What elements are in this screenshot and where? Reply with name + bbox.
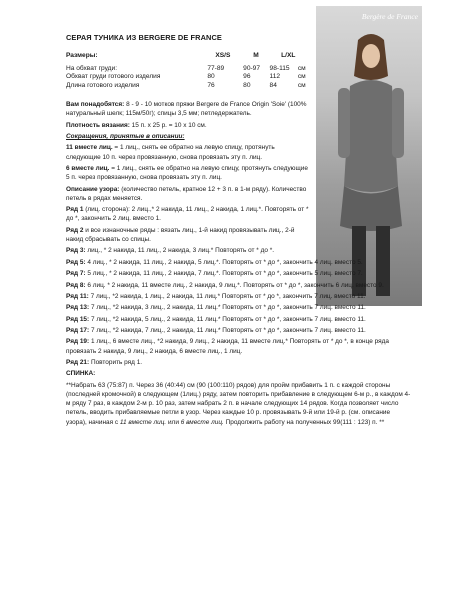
row-label: Ряд 15: <box>66 315 90 323</box>
size-value: 112 <box>269 73 281 80</box>
row-instruction <box>66 258 411 267</box>
density-label: Плотность вязания: <box>66 121 130 129</box>
row-text: лиц., * 2 накида, 11 лиц., 2 накида, 3 лиц.* Повторять от * до *. <box>85 247 275 255</box>
materials-label: Вам понадобятся: <box>66 101 125 108</box>
row-text: 5 лиц., * 2 накида, 11 лиц., 2 накида, 7 лиц.*. Повторять от * до *, закончить 5 лиц. вместо 7. <box>85 270 363 278</box>
document-title: СЕРАЯ ТУНИКА ИЗ BERGERE DE FRANCE <box>66 33 222 42</box>
size-m: M <box>253 52 259 59</box>
density-paragraph <box>66 121 311 130</box>
materials-text: 8 - 9 - 10 мотков пряжи Bergere de France Origin 'Soie' (100% натуральный шелк; 115м/50г); спицы 3,5 мм; петледержатель. <box>66 101 307 118</box>
abbreviation-text: = 1 лиц., снять ее обратно на левую спицу, протянуть следующие 10 п. через провязанную, снова провязать эту п. лиц. <box>66 144 275 161</box>
abbreviation-term: 6 вместе лиц. <box>66 164 110 172</box>
row-instruction <box>66 281 411 290</box>
size-table-header <box>66 52 311 61</box>
row-label: Ряд 11: <box>66 292 89 300</box>
row-label: Ряд 5: <box>66 258 86 266</box>
size-value: 80 <box>207 73 215 80</box>
size-unit: см <box>297 64 306 72</box>
row-label: Ряд 3: <box>66 247 86 255</box>
materials-paragraph <box>66 100 311 118</box>
row-text: 7 лиц., *2 накида, 1 лиц., 2 накида, 11 лиц.* Повторять от * до *, закончить 7 лиц. вместо 11. <box>88 292 366 300</box>
size-value: 98-115 <box>269 64 290 72</box>
row-label: Ряд 13: <box>66 304 90 312</box>
row-instruction <box>66 292 411 301</box>
abbreviations-heading <box>66 132 311 141</box>
row-text: и все изнаночные ряды : вязать лиц., 1-й накид провязывать лиц., 2-й накид сбрасывать со спицы. <box>66 226 295 243</box>
abbreviation-term: 11 вместе лиц. <box>66 144 113 152</box>
row-instruction <box>66 315 411 324</box>
row-label: Ряд 7: <box>66 270 86 278</box>
size-value: 80 <box>243 81 251 89</box>
abbreviations-label: Сокращения, принятые в описании: <box>66 132 185 140</box>
back-heading <box>66 369 411 378</box>
row-text: 4 лиц., * 2 накида, 11 лиц., 2 накида, 5 лиц.*. Повторять от * до *, закончить 4 лиц. вместо 5. <box>85 258 363 266</box>
row-label: Ряд 8: <box>66 281 86 289</box>
size-value: 76 <box>207 81 215 89</box>
size-value: 77-89 <box>207 64 225 72</box>
density-text: 15 п. х 25 р. = 10 х 10 см. <box>129 121 207 129</box>
pattern-label: Описание узора: <box>66 185 120 193</box>
instructions <box>66 100 411 429</box>
size-l-xl: L/XL <box>281 52 296 59</box>
abbreviation-item <box>66 143 311 161</box>
back-paragraph <box>66 381 411 427</box>
size-row <box>66 65 311 74</box>
back-text-emphasis: 11 вместе лиц. <box>119 418 167 426</box>
row-text: Повторить ряд 1. <box>89 359 143 367</box>
back-text: Продолжить работу на полученных 99(111 : 123) п. ** <box>223 418 385 426</box>
row-label: Ряд 21: <box>66 359 90 367</box>
row-label: Ряд 19: <box>66 338 90 346</box>
size-value: 84 <box>269 81 277 89</box>
back-text: или <box>166 418 181 426</box>
row-text: 6 лиц. * 2 накида, 11 вместе лиц., 2 накида, 9 лиц.*. Повторять от * до *, закончить 6 лиц. вместо 9. <box>85 281 384 289</box>
size-value: 96 <box>243 73 251 80</box>
abbreviation-item <box>66 164 311 182</box>
row-text: 7 лиц., *2 накида, 3 лиц., 2 накида, 11 лиц.* Повторять от * до *, закончить 7 лиц. вместо 11. <box>89 304 366 312</box>
size-value: 90-97 <box>243 64 261 72</box>
size-row-label: На обхват груди: <box>66 64 118 72</box>
abbreviation-text: = 1 лиц., снять ее обратно на левую спицу, протянуть следующие 5 п. через провязанную, снова провязать эту п. лиц. <box>66 164 308 182</box>
size-row-label: Длина готового изделия <box>66 81 140 89</box>
pattern-paragraph <box>66 185 311 203</box>
back-text: **Набрать 63 (75:87) п. Через 36 (40:44) см (90 (100:110) рядов) для пройм прибавить 1 п. с каждой стороны (последней кромочной) в следующем (1лиц.) ряду, затем повторить прибавление в следующем 6-м р., в каждом 4-м ряду 7 раз, в каждом 2-м р. 10 раз, затем набрать 2 п. в начале следующих 14 рядов. Когда позволяет число петель, вводить прибавляемые петли в узор. Через каждые 10 р. провязывать 9-й или 19-й р. (см. описание узора), начиная с <box>66 381 411 426</box>
size-unit: см <box>297 73 306 80</box>
row-instruction <box>66 303 411 312</box>
size-xs-s: XS/S <box>215 52 231 59</box>
row-text: 1 лиц., 6 вместе лиц., *2 накида, 9 лиц., 2 накида, 11 вместе лиц.* Повторять от * до *, в конце ряда провязать 2 накида, 9 лиц., 2 накида, 6 вместе лиц., 1 лиц. <box>66 338 389 355</box>
row-label: Ряд 2 <box>66 226 84 234</box>
row-label: Ряд 17: <box>66 327 90 335</box>
row-instruction <box>66 337 411 355</box>
row-text: 7 лиц., *2 накида, 7 лиц., 2 накида, 11 лиц.* Повторять от * до *, закончить 7 лиц. вместо 11. <box>89 327 366 335</box>
row-instruction <box>66 358 411 367</box>
pattern-text: (количество петель, кратное 12 + 3 п. в 1-м ряду). Количество петель в рядах меняется. <box>66 185 307 202</box>
sizes-label: Размеры: <box>66 52 98 59</box>
brand-watermark: Bergère de France <box>361 12 418 21</box>
row-text: (лиц. сторона): 2 лиц.,* 2 накида, 11 лиц., 2 накида, 1 лиц.*. Повторять от * до *, закончить 2 лиц. вместо 1. <box>66 206 309 223</box>
row-instruction <box>66 246 411 255</box>
back-label: СПИНКА: <box>66 370 96 378</box>
row-label: Ряд 1 <box>66 206 84 214</box>
size-table <box>66 52 311 90</box>
row-text: 7 лиц., *2 накида, 5 лиц., 2 накида, 11 лиц.* Повторять от * до *, закончить 7 лиц. вместо 11. <box>89 315 366 323</box>
back-text-emphasis: 6 вместе лиц. <box>180 418 224 426</box>
size-row-label: Обхват груди готового изделия <box>66 73 161 80</box>
size-unit: см <box>297 81 306 89</box>
row-instruction <box>66 326 411 335</box>
size-row <box>66 82 311 91</box>
row-instruction <box>66 205 311 223</box>
row-instruction <box>66 269 411 278</box>
size-row <box>66 73 311 82</box>
row-instruction <box>66 226 311 244</box>
